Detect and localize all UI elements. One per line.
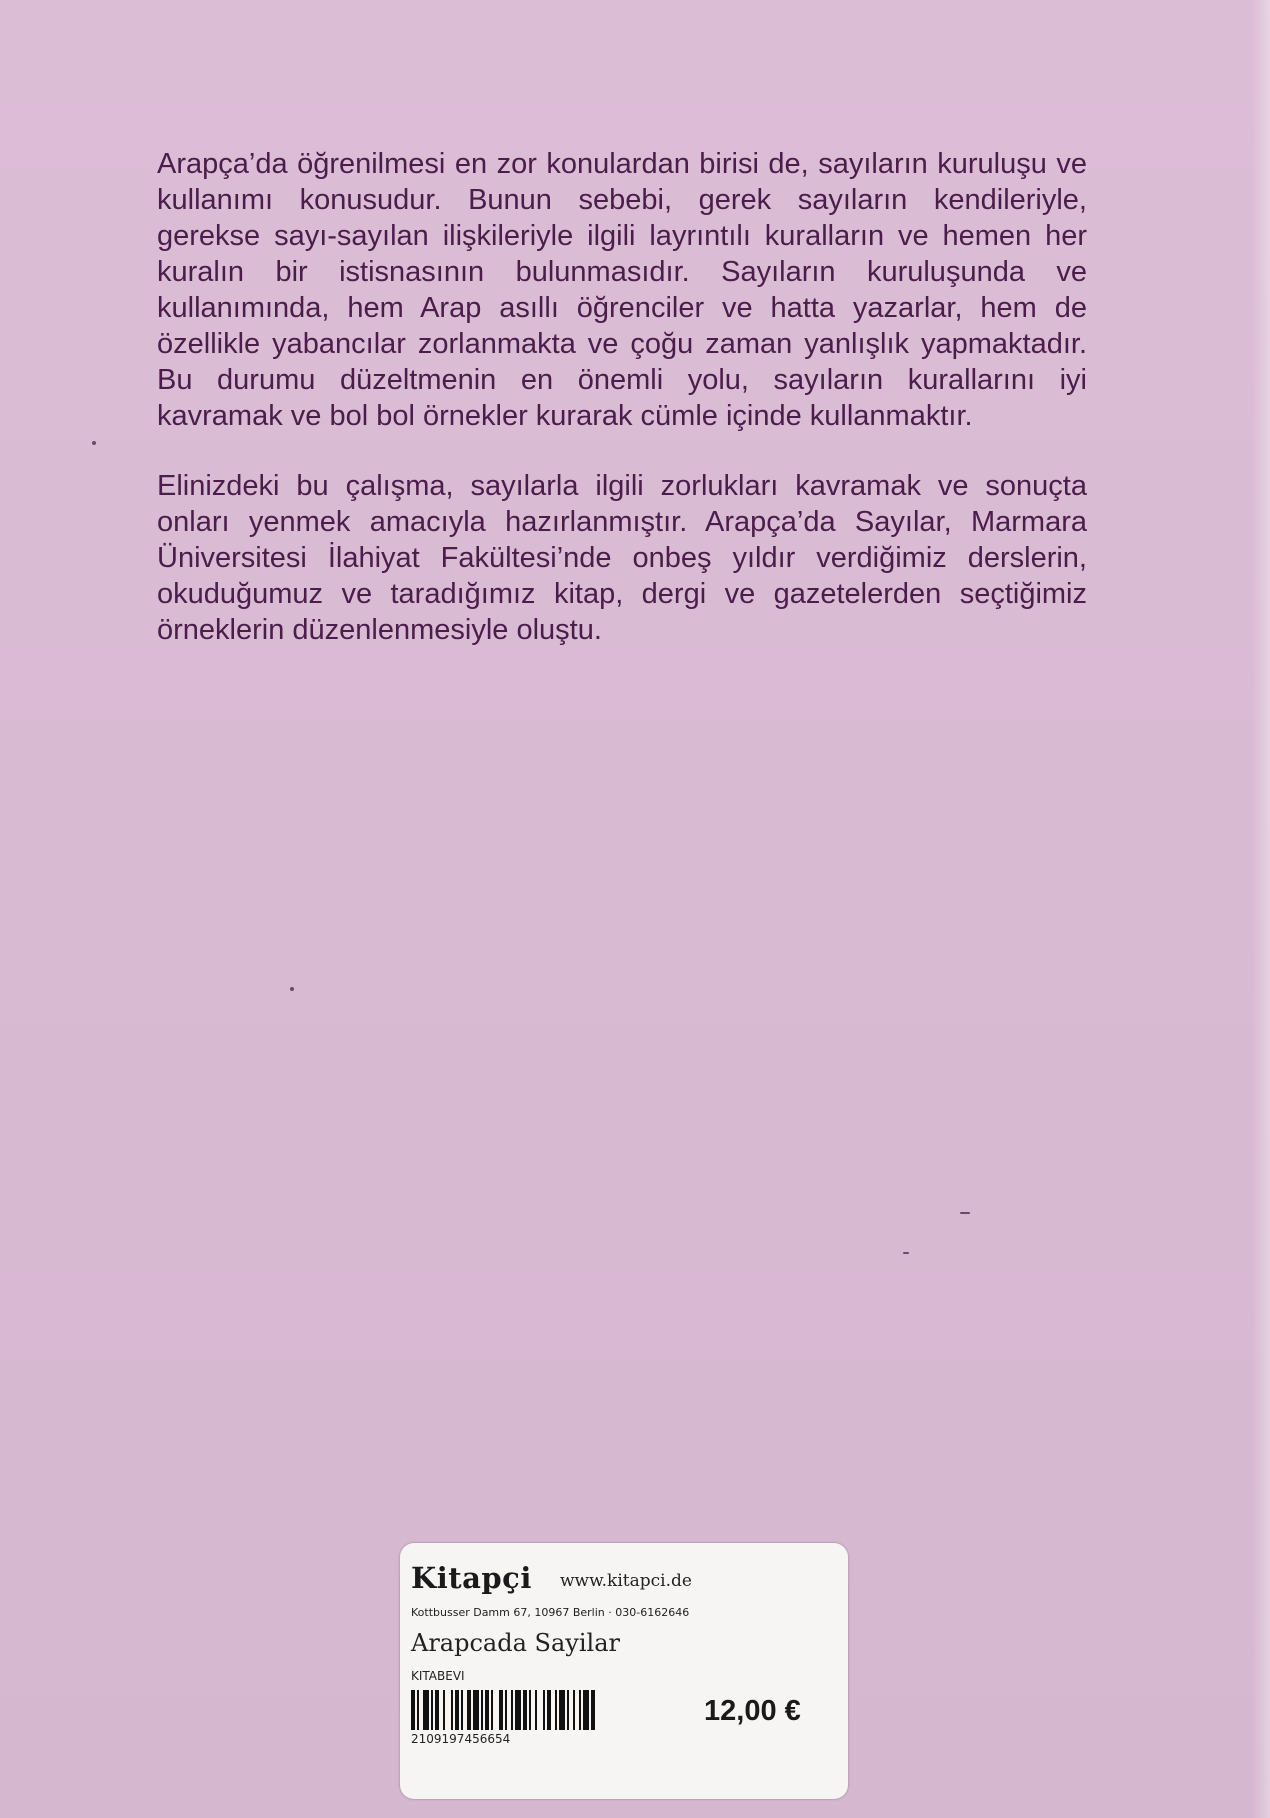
barcode-bar: [523, 1690, 527, 1730]
barcode-bar: [591, 1690, 595, 1730]
bookstore-address: Kottbusser Damm 67, 10967 Berlin · 030-6162646: [411, 1606, 690, 1619]
bookstore-brand: Kitapçi: [411, 1561, 532, 1595]
barcode-bar: [435, 1690, 439, 1730]
barcode-bar: [555, 1690, 557, 1730]
publisher-name: KITABEVI: [411, 1669, 465, 1683]
bookstore-website: www.kitapci.de: [560, 1571, 692, 1591]
barcode-bar: [515, 1690, 521, 1730]
barcode-bar: [417, 1690, 419, 1730]
barcode-bar: [431, 1690, 433, 1730]
book-title: Arapcada Sayilar: [411, 1629, 620, 1657]
barcode-bar: [583, 1690, 589, 1730]
barcode-bar: [423, 1690, 429, 1730]
barcode-bar: [455, 1690, 459, 1730]
barcode-bar: [467, 1690, 471, 1730]
dust-speck: [92, 441, 96, 445]
barcode-bar: [529, 1690, 531, 1730]
barcode-bar: [535, 1690, 537, 1730]
blurb-paragraph-1: Arapça’da öğrenilmesi en zor konulardan birisi de, sayıların kuruluşu ve kullanımı konusudur. Bunun sebebi, gerek sayıların kendileriyle, gerekse sayı-sayılan ilişkileriyle ilgili layrıntılı kuralların ve hemen her kuralın bir istisnasının bulunmasıdır. Sayıların kuruluşunda ve kullanımında, hem Arap asıllı öğrenciler ve hatta yazarlar, hem de özellikle yabancılar zorlanmakta ve çoğu zaman yanlışlık yapmaktadır. Bu durumu düzeltmenin en önemli yolu, sayıların kurallarını iyi kavramak ve bol bol örnekler kurarak cümle içinde kullanmaktır.: [157, 148, 1087, 432]
barcode-bar: [491, 1690, 493, 1730]
barcode-bar: [543, 1690, 545, 1730]
barcode-image: [411, 1690, 659, 1730]
back-cover-blurb: [157, 146, 1087, 682]
barcode-bar: [559, 1690, 565, 1730]
barcode-bar: [499, 1690, 503, 1730]
barcode-bar: [547, 1690, 551, 1730]
dust-speck: [290, 987, 294, 991]
scuff-mark: [903, 1252, 909, 1254]
barcode-bar: [443, 1690, 445, 1730]
barcode-bar: [451, 1690, 453, 1730]
barcode-bar: [579, 1690, 581, 1730]
barcode-bar: [485, 1690, 489, 1730]
barcode-bar: [505, 1690, 507, 1730]
barcode-bar: [481, 1690, 483, 1730]
barcode-number: 2109197456654: [411, 1732, 511, 1746]
barcode-bar: [567, 1690, 569, 1730]
barcode-bar: [411, 1690, 415, 1730]
blurb-paragraph-2: Elinizdeki bu çalışma, sayılarla ilgili zorlukları kavramak ve sonuçta onları yenmek amacıyla hazırlanmıştır. Arapça’da Sayılar, Marmara Üniversitesi İlahiyat Fakültesi’nde onbeş yıldır verdiğimiz derslerin, okuduğumuz ve taradığımız kitap, dergi ve gazetelerden seçtiğimiz örneklerin düzenlenmesiyle oluştu.: [157, 470, 1087, 646]
barcode-bar: [573, 1690, 575, 1730]
scuff-mark: [960, 1212, 970, 1214]
price-sticker: [400, 1543, 848, 1799]
barcode-bar: [473, 1690, 479, 1730]
price-value: 12,00 €: [704, 1695, 801, 1727]
cover-edge-wear: [1252, 0, 1270, 1818]
barcode-bar: [461, 1690, 463, 1730]
barcode-bar: [511, 1690, 513, 1730]
